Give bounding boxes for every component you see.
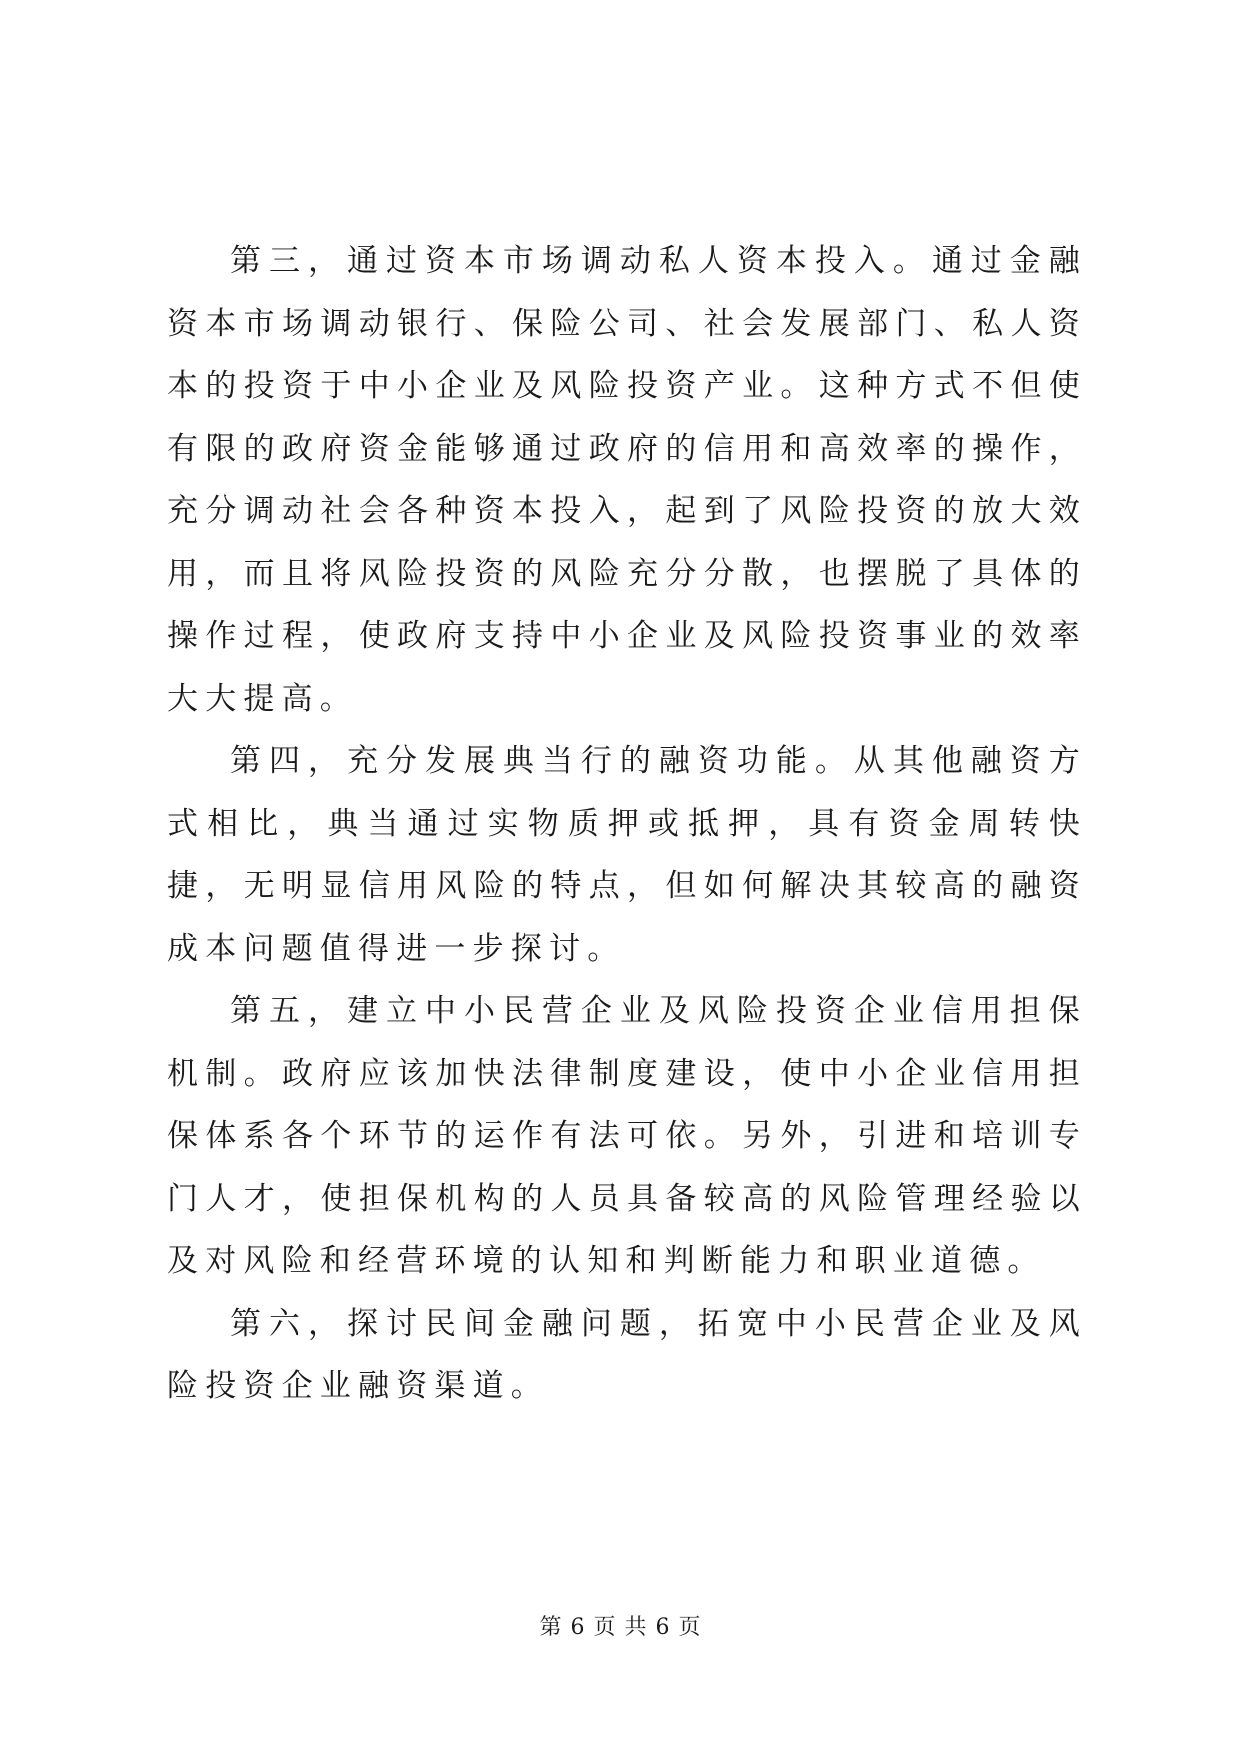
- paragraph-sixth: 第六，探讨民间金融问题，拓宽中小民营企业及风险投资企业融资渠道。: [167, 1305, 1087, 1404]
- paragraph-fifth: 第五，建立中小民营企业及风险投资企业信用担保机制。政府应该加快法律制度建设，使中小企业信用担保体系各个环节的运作有法可依。另外，引进和培训专门人才，使担保机构的人员具备较高的风险管理经验以及对风险和经营环境的认知和判断能力和职业道德。: [167, 993, 1087, 1279]
- paragraph-third: 第三，通过资本市场调动私人资本投入。通过金融资本市场调动银行、保险公司、社会发展部门、私人资本的投资于中小企业及风险投资产业。这种方式不但使有限的政府资金能够通过政府的信用和高效率的操作，充分调动社会各种资本投入，起到了风险投资的放大效用，而且将风险投资的风险充分分散，也摆脱了具体的操作过程，使政府支持中小企业及风险投资事业的效率大大提高。: [167, 243, 1087, 717]
- paragraph-fourth: 第四，充分发展典当行的融资功能。从其他融资方式相比，典当通过实物质押或抵押，具有资金周转快捷，无明显信用风险的特点，但如何解决其较高的融资成本问题值得进一步探讨。: [167, 743, 1087, 967]
- document-body: [167, 230, 1087, 1418]
- page-number-footer: 第 6 页 共 6 页: [539, 1615, 702, 1640]
